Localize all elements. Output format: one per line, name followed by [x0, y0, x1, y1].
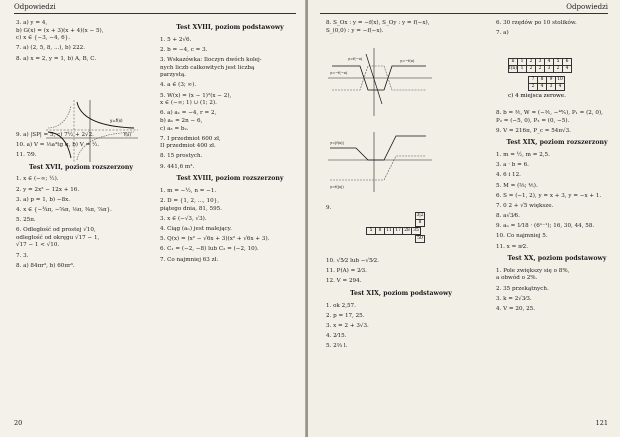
header-rule [320, 13, 608, 14]
table-cell: 3 [536, 59, 545, 66]
answer-item: 8. 15 prostych. [160, 153, 203, 160]
answer-item: 3. x = 2 + 3√3. [326, 322, 369, 329]
answer-item: 3. k = 2√3⁄3. [496, 295, 532, 302]
answer-item: 9. aₙ = 1⁄18 · (6ⁿ⁻¹); 16, 30, 44, 58. [496, 223, 595, 230]
right-page [308, 0, 620, 437]
answer-item: 3. x ∈ (−√3, √3). [160, 215, 207, 222]
section-heading: Test XIX, poziom rozszerzony [506, 139, 608, 147]
table-cell: 4 [563, 66, 572, 73]
pyramid-bottom [415, 235, 425, 243]
table-cell: 2 [527, 66, 536, 73]
answer-item: 8. a) x = 2, y = 1, b) A, B, C. [16, 55, 97, 62]
absolute-value-graph [326, 130, 434, 194]
pyramid-cell: 17 [395, 228, 401, 233]
function-table-bottom [528, 76, 565, 91]
answer-item: 4. 6 i 12. [496, 172, 521, 179]
left-page-header: Odpowiedzi [14, 3, 56, 11]
function-table-top [508, 58, 572, 73]
section-heading: Test XVIII, poziom podstawowy [176, 24, 284, 31]
right-column-1-bottom [326, 258, 476, 354]
answer-item: 11. 7⁄9. [16, 152, 37, 159]
answer-item: 1. x ∈ (−∞; ½). [16, 176, 59, 183]
section-heading: Test XX, poziom podstawowy [507, 255, 607, 263]
table-cell: 2 [529, 84, 538, 91]
answer-item: 11. x = π⁄2. [496, 243, 529, 250]
right-page-header: Odpowiedzi [566, 3, 608, 11]
reflection-graph [326, 46, 434, 118]
hyperbola-graph [44, 98, 140, 164]
answer-item: 5. Q(x) = (x² − √6x + 3)(x² + √6x + 3). [160, 236, 270, 243]
section-heading: Test XIX, poziom podstawowy [350, 289, 452, 297]
answer-item: 5. 2⅔ l. [326, 343, 348, 350]
answer-item: 6. S = (−1, 2), y = x + 3, y = −x + 1. [496, 192, 602, 199]
answer-item: 6. Odległość od prostej √10, odległość od okręgu √17 − 1, √17 − 1 < √10. [16, 227, 100, 249]
graph-label-minus-f-minus-x: y=−f(−x) [330, 71, 348, 75]
answer-item: 7. 0 2 + √5 większe. [496, 202, 554, 209]
answer-item: 8. a√3⁄6. [496, 213, 520, 220]
answer-item: 2. D = {1, 2, ..., 10}, piątego dnia, 81, 595. [160, 198, 222, 212]
answer-item: 3. a) y = 4, b) G(x) = (x + 3)(x + 4)(x − 5), c) x ∈ {−3, −4, 6}. [16, 20, 104, 42]
table-cell: 2 [554, 66, 563, 73]
section-heading: Test XVIII, poziom rozszerzony [176, 175, 284, 183]
right-column-1-top [326, 20, 476, 38]
answer-item: 4. a ∈ (3; ∞). [160, 82, 197, 89]
answer-item: 4. V = 20, 25. [496, 306, 535, 312]
answer-item: 2. p = 17, 25. [326, 312, 365, 319]
table-cell: 4 [556, 84, 565, 91]
table-cell: 2 [536, 66, 545, 73]
answer-item: 1. m = −½, n = −1. [160, 187, 217, 194]
answer-item: 1. m = ½, m = 2,5. [496, 151, 550, 158]
table-cell: 6 [563, 59, 572, 66]
pyramid-cell: 3|2 [416, 213, 424, 218]
answer-item: 2. b = −4, c = 3. [160, 46, 208, 53]
table-cell: 3 [545, 66, 554, 73]
answer-item: 5. 25π. [16, 217, 36, 224]
pyramid-row [366, 227, 421, 235]
table-cell: 8 [538, 77, 547, 84]
left-page-number: 20 [14, 419, 23, 427]
answer-item: 9. a) |SP| = 5, c) 7½ + 2√2. [16, 131, 94, 138]
answer-item: 3. a) p = 1, b) −8x. [16, 196, 71, 203]
table-cell: 2 [527, 59, 536, 66]
table-cell: 3 [547, 84, 556, 91]
table-cell: 1 [518, 66, 527, 73]
answer-item: 1. Pole zwiększy się o 8%, a obwód o 2%. [496, 267, 570, 282]
function-table [508, 58, 572, 99]
answer-item: 4. x ∈ {−¾π, −⅝π, ⅛π, ⅜π, ⅞π}. [16, 206, 112, 213]
answer-item: 7. a) (2, 5, 8, ...), b) 222. [16, 45, 86, 52]
answer-item: 9. V = 216π, P_c = 54π√3. [496, 127, 571, 134]
pyramid-cell: 5 [367, 228, 376, 235]
graph-label-yfx: y=f(x) [110, 118, 123, 123]
table-cell: 5 [554, 59, 563, 66]
table-cell: 1 [518, 59, 527, 66]
left-page [0, 0, 306, 437]
answer-item: 7. Co najmniej 63 zł. [160, 256, 219, 263]
answer-item: 11. P(A) = 2⁄3. [326, 268, 367, 275]
right-page-number: 121 [595, 419, 608, 427]
pyramid-cell: 28 [404, 228, 410, 233]
graph-label-f-minus-x: y=f(−x) [348, 57, 363, 61]
answer-item: 4. Ciąg (aₙ) jest malejący. [160, 226, 232, 232]
pyramid-cell: 8 [376, 228, 385, 235]
answer-item: 2. 35 przekątnych. [496, 285, 549, 292]
answer-item: 1. ok 2,57. [326, 302, 356, 309]
answer-item: 10. √5⁄2 lub −√5⁄2. [326, 258, 379, 264]
answer-item: 2. y = 2x² − 12x + 16. [16, 186, 80, 193]
table-cell: 4 [545, 59, 554, 66]
answer-item: 8. a) 84πr³, b) 60πr³. [16, 262, 75, 269]
pyramid-cell: 8 [416, 220, 425, 227]
pyramid-cell: 50 [417, 236, 423, 241]
table-cell: 7 [529, 77, 538, 84]
answer-item: 7. a) [496, 30, 509, 37]
answer-item: 6. 30 rzędów po 10 stolików. [496, 20, 577, 26]
pyramid-top [415, 212, 425, 227]
pyramid-cell: 11 [386, 228, 392, 233]
table-cell: f(n) [509, 66, 517, 71]
answer-item: 12. V = 294. [326, 278, 362, 285]
answer-item: 7. 3. [16, 252, 29, 259]
answer-item: 4. 2⁄15. [326, 333, 347, 340]
answer-item: 1. 5 + 2√6. [160, 36, 192, 43]
graph-label-f-abs-x: y=f(|x|) [330, 185, 344, 189]
answer-item: 3. Wskazówka: Iloczyn dwóch kolej- nych liczb całkowitych jest liczbą parzystą. [160, 56, 262, 79]
answer-item: 10. a) V = ⅓a³tg α, b) V = ½. [16, 141, 100, 148]
number-pyramid [366, 212, 425, 243]
right-column-2 [496, 20, 616, 40]
table-cell: 4 [538, 84, 547, 91]
left-column-2 [160, 20, 300, 267]
answer-item: 5. M = (⅔; ⅘). [496, 182, 538, 189]
answer-item: 3. a · b = 6. [496, 162, 529, 169]
answer-item: 6. C₁ = (−2, −8) lub C₂ = (−2, 10). [160, 246, 259, 253]
pyramid-cell: 35 [413, 228, 419, 233]
graph-label-abs-fx: y=|f(x)| [330, 141, 344, 145]
answer-item: 7. I przedmiot 600 zł, II przedmiot 400 zł. [160, 135, 221, 150]
answer-item: 5. W(x) = (x − 1)²(x − 2), x ∈ (−∞; 1) ∪ (1; 2). [160, 92, 232, 107]
answer-item: 9. 441,6 m³. [160, 163, 195, 170]
answer-item: 10. Co najmniej 5. [496, 233, 548, 240]
table-cell: 10 [557, 77, 563, 82]
graph-label-fx: f(x) [124, 132, 131, 137]
answer-item: 8. S_Ox : y = −f(x), S_Oy : y = f(−x), S_(0,0) : y = −f(−x). [326, 20, 430, 34]
item-9-label [326, 205, 346, 213]
header-rule [14, 13, 296, 14]
section-heading: Test XVII, poziom rozszerzony [29, 163, 133, 171]
answer-item: 8. b = ⅗, W = (−⅗, −⁴⁸⁄₅), P₁ = (2, 0), P₂ = (−5, 0), P₃ = (0, −5). [496, 110, 603, 124]
item-9: 9. [326, 205, 332, 211]
table-cell: n [509, 59, 518, 66]
table-cell: 9 [547, 77, 556, 84]
table-caption: c) 4 miejsca zerowe. [508, 93, 566, 99]
right-column-2-rest [496, 110, 618, 316]
graph-label-minus-fx: y=−f(x) [400, 59, 415, 63]
answer-item: 6. a) a₁ = −4, r = 2, b) aₙ = 2n − 6, c) a₃ = b₂. [160, 110, 217, 132]
